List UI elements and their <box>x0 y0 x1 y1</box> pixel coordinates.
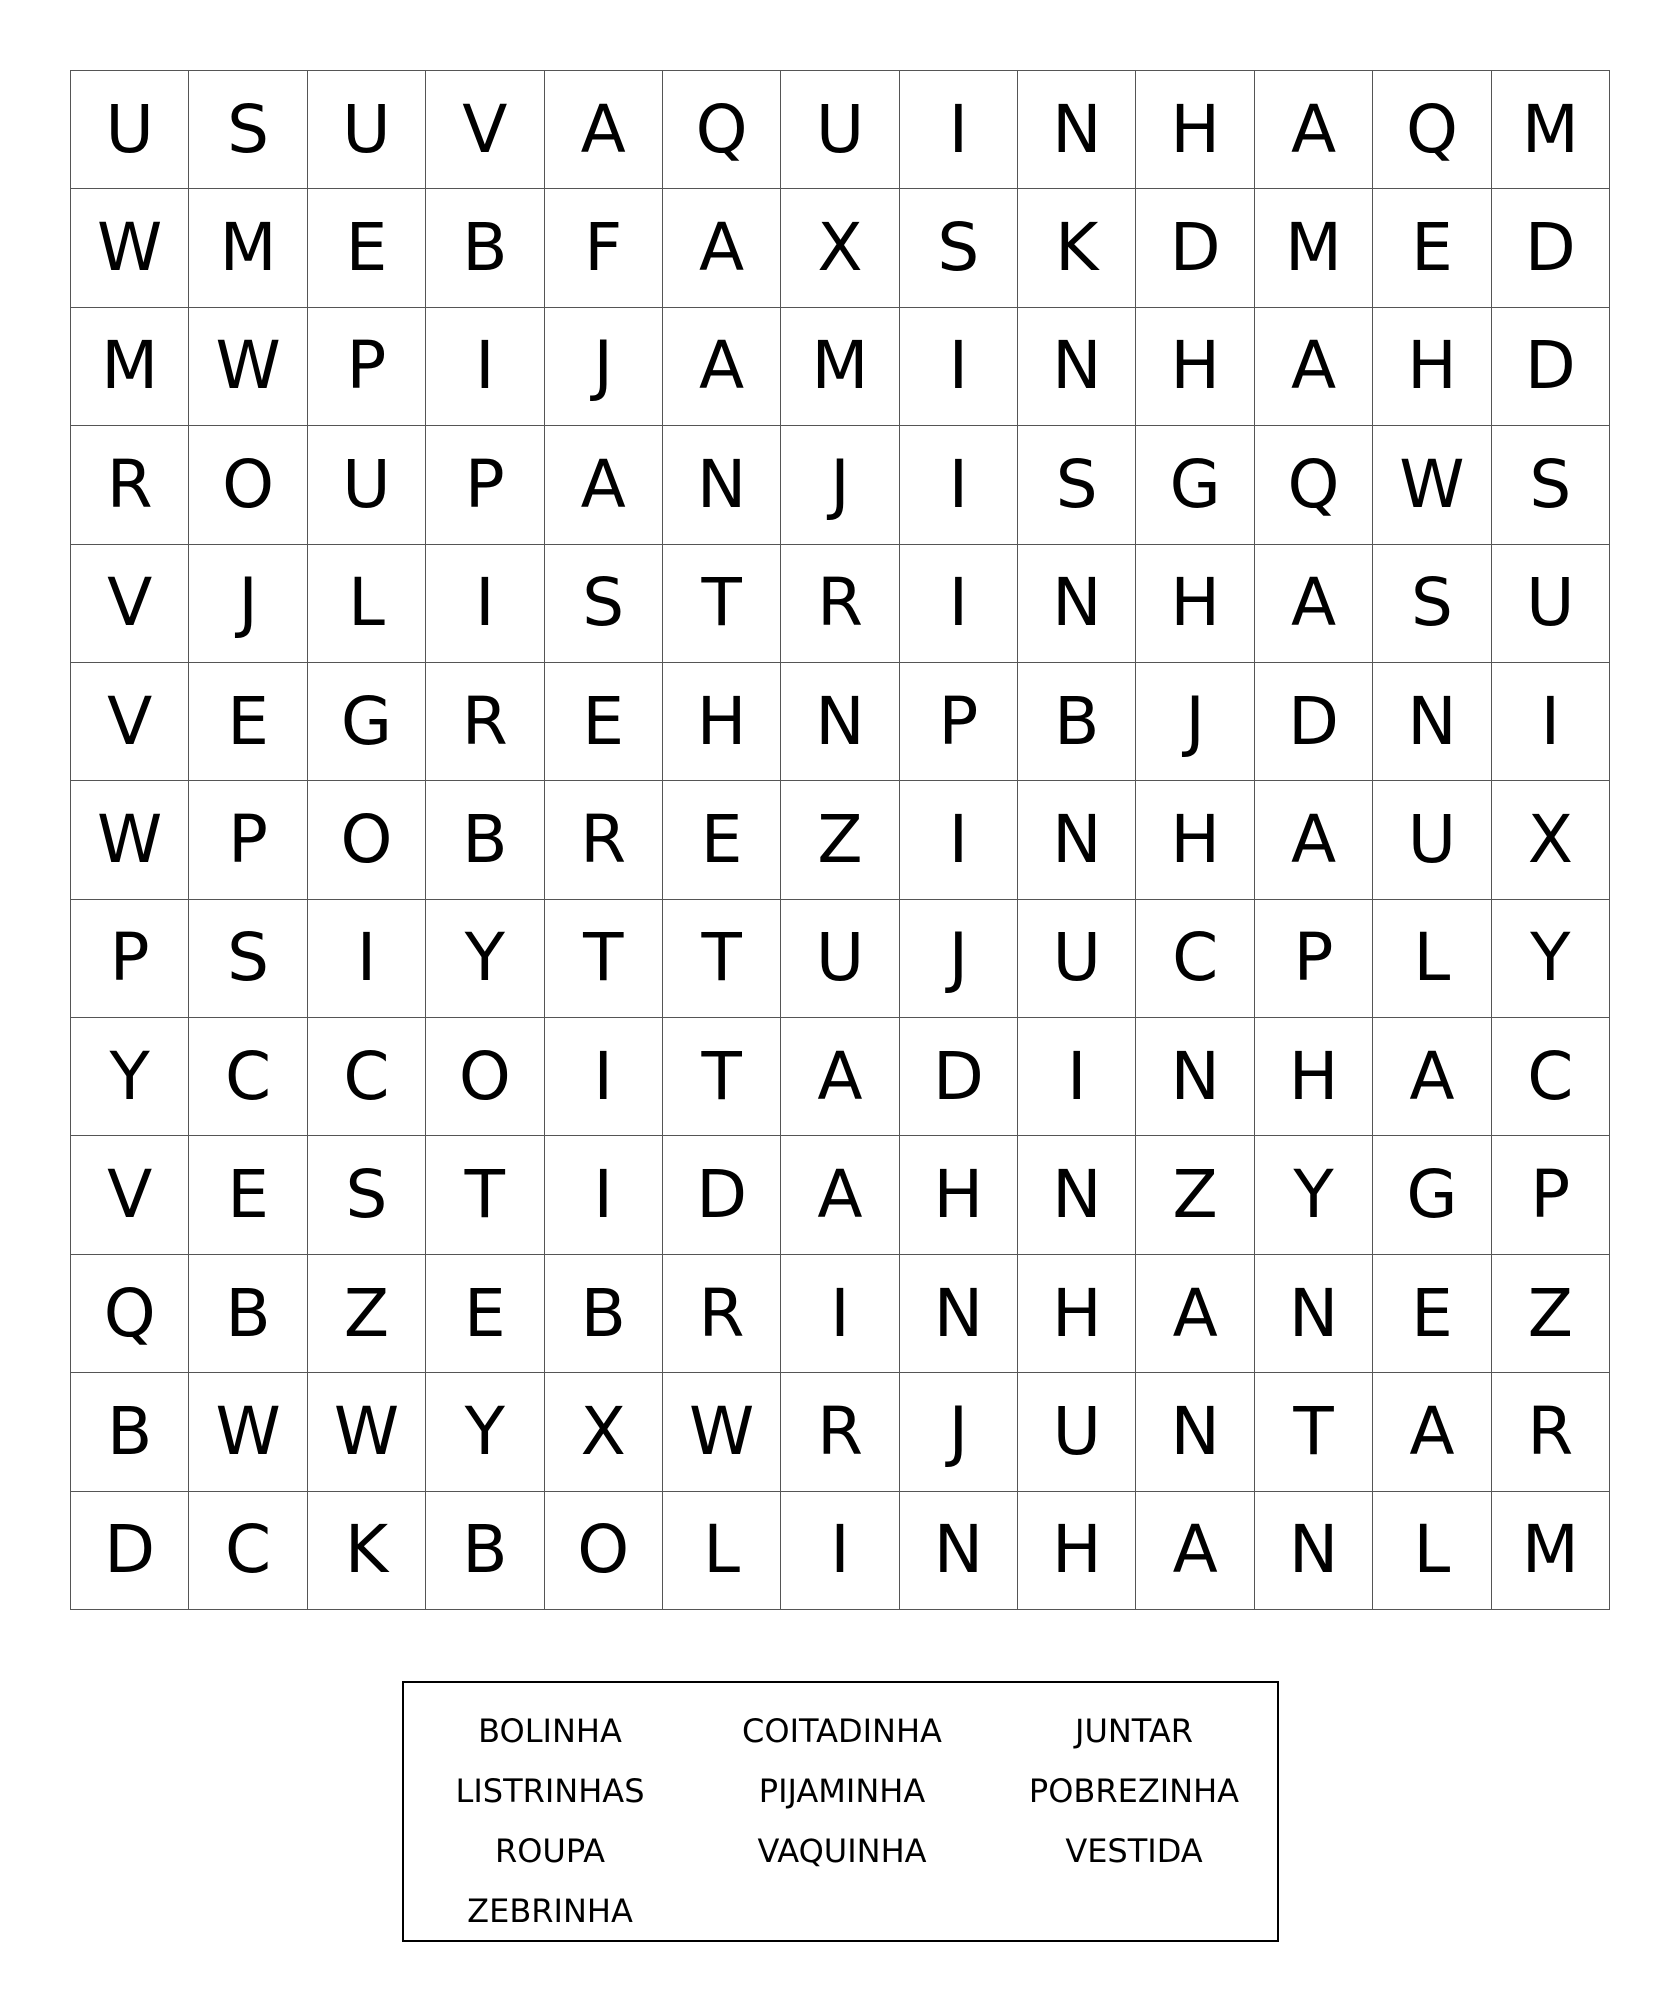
grid-cell[interactable]: B <box>545 1255 663 1373</box>
grid-cell[interactable]: N <box>1255 1492 1373 1610</box>
grid-cell[interactable]: A <box>1136 1255 1254 1373</box>
grid-cell[interactable]: A <box>1255 308 1373 426</box>
grid-cell[interactable]: X <box>1492 781 1610 899</box>
grid-cell[interactable]: D <box>1492 308 1610 426</box>
grid-cell[interactable]: A <box>1373 1373 1491 1491</box>
grid-cell[interactable]: A <box>545 426 663 544</box>
grid-cell[interactable]: M <box>1255 189 1373 307</box>
grid-cell[interactable]: S <box>545 545 663 663</box>
grid-cell[interactable]: P <box>308 308 426 426</box>
grid-cell[interactable]: W <box>1373 426 1491 544</box>
grid-cell[interactable]: W <box>189 308 307 426</box>
grid-cell[interactable]: Y <box>426 1373 544 1491</box>
grid-cell[interactable]: T <box>663 900 781 1018</box>
grid-cell[interactable]: D <box>1136 189 1254 307</box>
grid-cell[interactable]: O <box>189 426 307 544</box>
grid-cell[interactable]: H <box>1255 1018 1373 1136</box>
grid-cell[interactable]: U <box>1018 1373 1136 1491</box>
grid-cell[interactable]: O <box>426 1018 544 1136</box>
grid-cell[interactable]: E <box>1373 1255 1491 1373</box>
grid-cell[interactable]: S <box>308 1136 426 1254</box>
grid-cell[interactable]: W <box>663 1373 781 1491</box>
grid-cell[interactable]: E <box>308 189 426 307</box>
grid-cell[interactable]: N <box>1018 308 1136 426</box>
grid-cell[interactable]: A <box>1373 1018 1491 1136</box>
grid-cell[interactable]: S <box>1373 545 1491 663</box>
grid-cell[interactable]: N <box>1018 1136 1136 1254</box>
grid-cell[interactable]: U <box>781 900 899 1018</box>
grid-cell[interactable]: M <box>189 189 307 307</box>
word-list-box <box>402 1681 1279 1942</box>
grid-cell[interactable]: N <box>1255 1255 1373 1373</box>
grid-cell[interactable]: U <box>781 71 899 189</box>
grid-cell[interactable]: W <box>189 1373 307 1491</box>
grid-cell[interactable]: O <box>545 1492 663 1610</box>
grid-cell[interactable]: A <box>1136 1492 1254 1610</box>
grid-cell[interactable]: A <box>781 1018 899 1136</box>
grid-cell[interactable]: L <box>1373 1492 1491 1610</box>
letter-grid <box>70 70 1610 1610</box>
grid-cell[interactable]: P <box>1255 900 1373 1018</box>
grid-cell[interactable]: H <box>1136 308 1254 426</box>
grid-cell[interactable]: A <box>1255 71 1373 189</box>
grid-cell[interactable]: E <box>1373 189 1491 307</box>
grid-cell[interactable]: T <box>426 1136 544 1254</box>
grid-cell[interactable]: S <box>1492 426 1610 544</box>
grid-cell[interactable]: B <box>189 1255 307 1373</box>
grid-cell[interactable]: J <box>900 1373 1018 1491</box>
grid-cell[interactable]: H <box>1018 1492 1136 1610</box>
grid-cell[interactable]: I <box>900 71 1018 189</box>
grid-cell[interactable]: C <box>1136 900 1254 1018</box>
grid-cell[interactable]: N <box>1136 1373 1254 1491</box>
grid-cell[interactable]: E <box>663 781 781 899</box>
word-list-item: LISTRINHAS <box>455 1772 645 1810</box>
grid-cell[interactable]: J <box>1136 663 1254 781</box>
grid-cell[interactable]: Y <box>1492 900 1610 1018</box>
grid-cell[interactable]: L <box>1373 900 1491 1018</box>
grid-cell[interactable]: L <box>663 1492 781 1610</box>
word-list-item: BOLINHA <box>478 1712 622 1750</box>
grid-cell[interactable]: I <box>1018 1018 1136 1136</box>
grid-cell[interactable]: H <box>1136 781 1254 899</box>
grid-cell[interactable]: N <box>1018 781 1136 899</box>
grid-cell[interactable]: H <box>1018 1255 1136 1373</box>
grid-cell[interactable]: S <box>189 71 307 189</box>
grid-cell[interactable]: T <box>1255 1373 1373 1491</box>
grid-cell[interactable]: U <box>1373 781 1491 899</box>
word-list-item: COITADINHA <box>742 1712 942 1750</box>
grid-cell[interactable]: I <box>900 308 1018 426</box>
grid-cell[interactable]: V <box>426 71 544 189</box>
grid-cell[interactable]: X <box>545 1373 663 1491</box>
grid-cell[interactable]: A <box>663 189 781 307</box>
grid-cell[interactable]: M <box>71 308 189 426</box>
grid-cell[interactable]: A <box>663 308 781 426</box>
grid-cell[interactable]: N <box>1136 1018 1254 1136</box>
grid-cell[interactable]: Y <box>426 900 544 1018</box>
grid-cell[interactable]: I <box>545 1136 663 1254</box>
grid-cell[interactable]: I <box>900 545 1018 663</box>
grid-cell[interactable]: D <box>1255 663 1373 781</box>
grid-cell[interactable]: T <box>663 545 781 663</box>
grid-cell[interactable]: G <box>1373 1136 1491 1254</box>
grid-cell[interactable]: B <box>1018 663 1136 781</box>
grid-cell[interactable]: N <box>1373 663 1491 781</box>
grid-cell[interactable]: E <box>189 1136 307 1254</box>
grid-cell[interactable]: X <box>781 189 899 307</box>
grid-cell[interactable]: N <box>663 426 781 544</box>
grid-cell[interactable]: Q <box>1373 71 1491 189</box>
grid-cell[interactable]: C <box>189 1018 307 1136</box>
grid-cell[interactable]: I <box>900 781 1018 899</box>
grid-cell[interactable]: A <box>781 1136 899 1254</box>
grid-cell[interactable]: J <box>900 900 1018 1018</box>
grid-cell[interactable]: A <box>1255 781 1373 899</box>
grid-cell[interactable]: Q <box>1255 426 1373 544</box>
grid-cell[interactable]: N <box>1018 545 1136 663</box>
grid-cell[interactable]: R <box>781 545 899 663</box>
grid-cell[interactable]: Y <box>1255 1136 1373 1254</box>
grid-cell[interactable]: J <box>189 545 307 663</box>
word-list <box>404 1701 1277 1941</box>
grid-cell[interactable]: D <box>663 1136 781 1254</box>
grid-cell[interactable]: Q <box>663 71 781 189</box>
grid-cell[interactable]: P <box>426 426 544 544</box>
grid-cell[interactable]: U <box>308 71 426 189</box>
grid-cell[interactable]: J <box>545 308 663 426</box>
grid-cell[interactable]: P <box>900 663 1018 781</box>
grid-cell[interactable]: Q <box>71 1255 189 1373</box>
grid-cell[interactable]: B <box>426 189 544 307</box>
grid-cell[interactable]: H <box>1373 308 1491 426</box>
grid-cell[interactable]: W <box>71 781 189 899</box>
grid-cell[interactable]: T <box>545 900 663 1018</box>
grid-cell[interactable]: Z <box>1492 1255 1610 1373</box>
grid-cell[interactable]: I <box>545 1018 663 1136</box>
grid-cell[interactable]: U <box>1018 900 1136 1018</box>
grid-cell[interactable]: T <box>663 1018 781 1136</box>
grid-cell[interactable]: N <box>781 663 899 781</box>
grid-cell[interactable]: P <box>189 781 307 899</box>
word-list-item: PIJAMINHA <box>758 1772 926 1810</box>
grid-cell[interactable]: R <box>781 1373 899 1491</box>
grid-cell[interactable]: R <box>545 781 663 899</box>
grid-cell[interactable]: R <box>663 1255 781 1373</box>
grid-cell[interactable]: U <box>71 71 189 189</box>
grid-cell[interactable]: D <box>900 1018 1018 1136</box>
grid-cell[interactable]: H <box>663 663 781 781</box>
grid-cell[interactable]: W <box>308 1373 426 1491</box>
grid-cell[interactable]: C <box>189 1492 307 1610</box>
grid-cell[interactable]: C <box>1492 1018 1610 1136</box>
grid-cell[interactable]: U <box>308 426 426 544</box>
grid-cell[interactable]: N <box>900 1255 1018 1373</box>
grid-cell[interactable]: E <box>426 1255 544 1373</box>
grid-cell[interactable]: P <box>1492 1136 1610 1254</box>
grid-cell[interactable]: R <box>426 663 544 781</box>
grid-cell[interactable]: A <box>1255 545 1373 663</box>
grid-cell[interactable]: Z <box>308 1255 426 1373</box>
grid-cell[interactable]: F <box>545 189 663 307</box>
grid-cell[interactable]: U <box>1492 545 1610 663</box>
grid-cell[interactable]: K <box>308 1492 426 1610</box>
grid-cell[interactable]: J <box>781 426 899 544</box>
grid-cell[interactable]: I <box>1492 663 1610 781</box>
grid-cell[interactable]: I <box>781 1492 899 1610</box>
grid-cell[interactable]: M <box>781 308 899 426</box>
grid-cell[interactable]: S <box>1018 426 1136 544</box>
grid-cell[interactable]: B <box>71 1373 189 1491</box>
grid-cell[interactable]: N <box>1018 71 1136 189</box>
word-list-item: VESTIDA <box>1065 1832 1203 1870</box>
grid-cell[interactable]: P <box>71 900 189 1018</box>
grid-cell[interactable]: E <box>189 663 307 781</box>
grid-cell[interactable]: G <box>1136 426 1254 544</box>
word-list-item: JUNTAR <box>1075 1712 1193 1750</box>
grid-cell[interactable]: R <box>71 426 189 544</box>
word-list-item: POBREZINHA <box>1028 1772 1240 1810</box>
grid-cell[interactable]: I <box>426 545 544 663</box>
grid-cell[interactable]: Y <box>71 1018 189 1136</box>
word-list-item: VAQUINHA <box>757 1832 927 1870</box>
word-list-item: ROUPA <box>495 1832 605 1870</box>
grid-cell[interactable]: G <box>308 663 426 781</box>
grid-cell[interactable]: C <box>308 1018 426 1136</box>
grid-cell[interactable]: V <box>71 545 189 663</box>
grid-cell[interactable]: O <box>308 781 426 899</box>
grid-cell[interactable]: H <box>1136 71 1254 189</box>
grid-cell[interactable]: I <box>781 1255 899 1373</box>
grid-cell[interactable]: I <box>900 426 1018 544</box>
grid-cell[interactable]: K <box>1018 189 1136 307</box>
grid-cell[interactable]: M <box>1492 71 1610 189</box>
word-list-item: ZEBRINHA <box>467 1892 633 1930</box>
grid-cell[interactable]: D <box>1492 189 1610 307</box>
grid-cell[interactable]: V <box>71 1136 189 1254</box>
grid-cell[interactable]: Z <box>781 781 899 899</box>
grid-cell[interactable]: L <box>308 545 426 663</box>
grid-cell[interactable]: S <box>189 900 307 1018</box>
grid-cell[interactable]: D <box>71 1492 189 1610</box>
grid-cell[interactable]: Z <box>1136 1136 1254 1254</box>
grid-cell[interactable]: H <box>1136 545 1254 663</box>
grid-cell[interactable]: N <box>900 1492 1018 1610</box>
grid-cell[interactable]: E <box>545 663 663 781</box>
grid-cell[interactable]: R <box>1492 1373 1610 1491</box>
grid-cell[interactable]: I <box>426 308 544 426</box>
grid-cell[interactable]: V <box>71 663 189 781</box>
grid-cell[interactable]: W <box>71 189 189 307</box>
grid-cell[interactable]: B <box>426 1492 544 1610</box>
grid-cell[interactable]: S <box>900 189 1018 307</box>
grid-cell[interactable]: H <box>900 1136 1018 1254</box>
grid-cell[interactable]: A <box>545 71 663 189</box>
grid-cell[interactable]: B <box>426 781 544 899</box>
grid-cell[interactable]: I <box>308 900 426 1018</box>
grid-cell[interactable]: M <box>1492 1492 1610 1610</box>
